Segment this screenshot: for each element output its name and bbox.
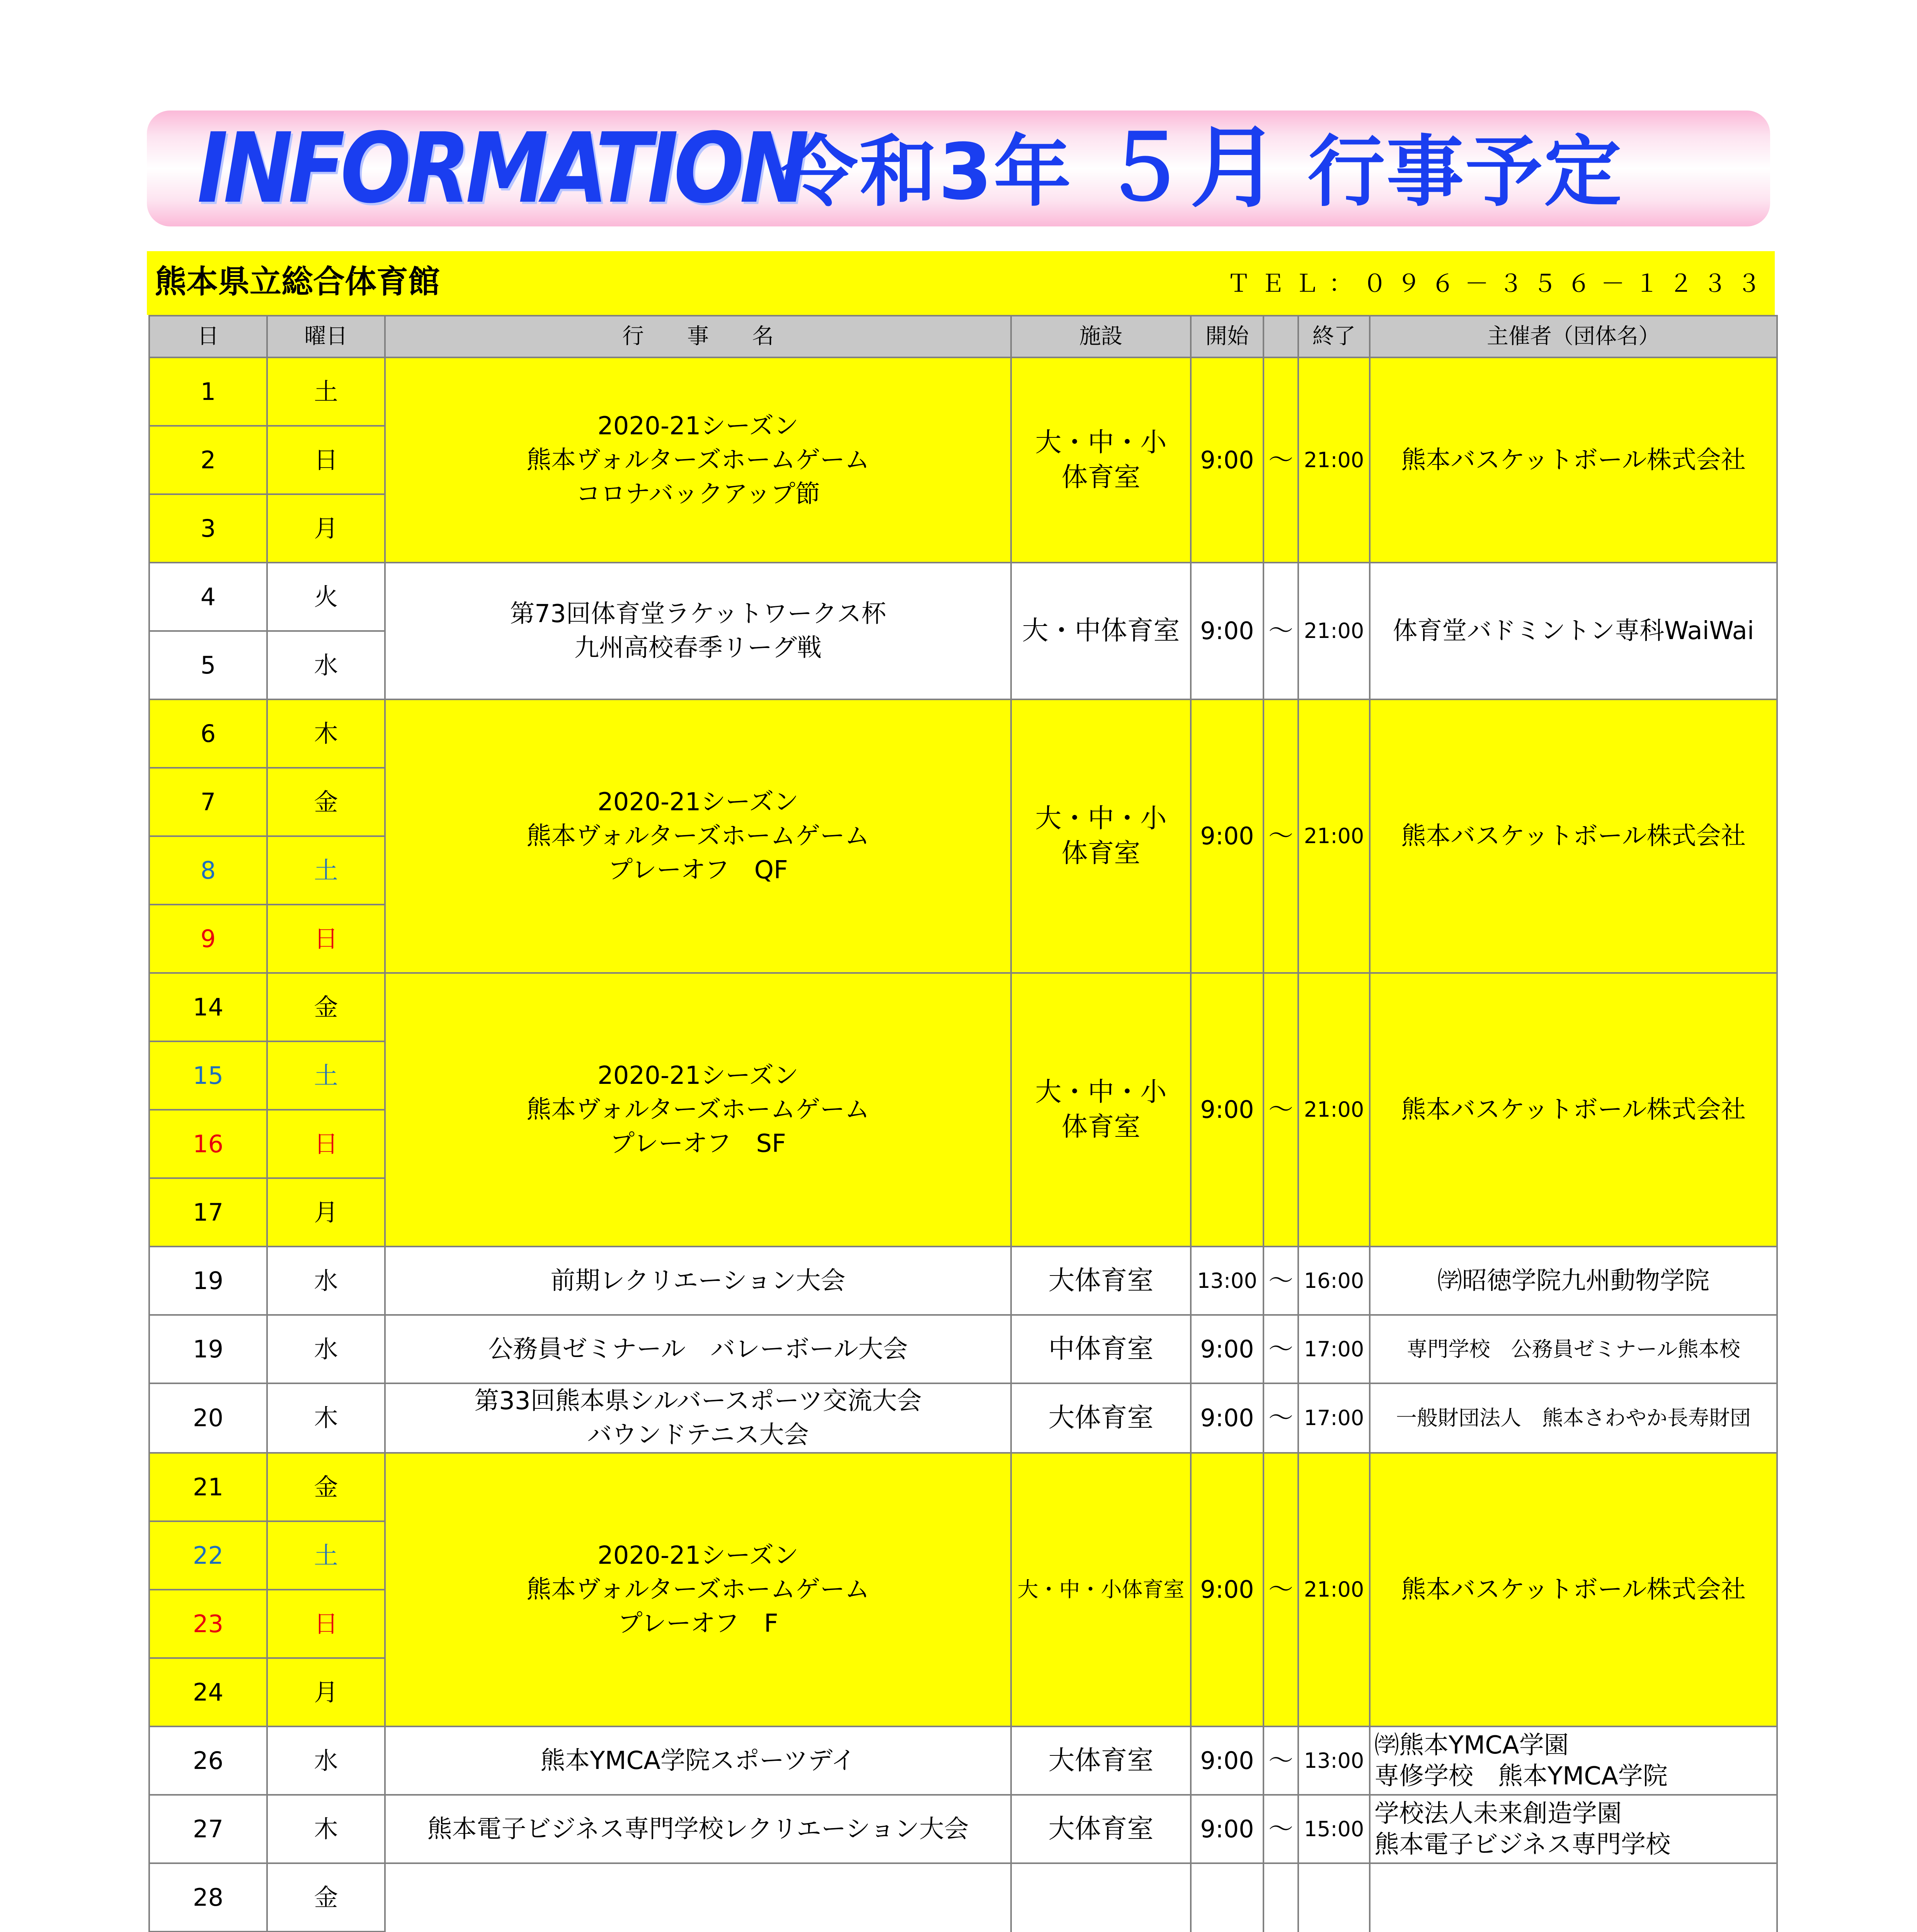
day-cell: 3 xyxy=(149,494,267,563)
weekday-cell: 日 xyxy=(267,1590,385,1658)
event-cell-line: バウンドテニス大会 xyxy=(587,1421,809,1449)
day-cell: 6 xyxy=(149,699,267,768)
organizer-cell-line: ㈻昭徳学院九州動物学院 xyxy=(1437,1266,1709,1295)
day-cell: 5 xyxy=(149,631,267,699)
day-cell: 19 xyxy=(149,1247,267,1315)
start-time-cell: 9:00 xyxy=(1191,1315,1263,1383)
schedule-body xyxy=(149,357,1777,1932)
facility-cell xyxy=(1011,563,1191,699)
event-cell xyxy=(385,1795,1011,1863)
facility-cell-line: 大体育室 xyxy=(1048,1745,1154,1776)
end-time-cell: 21:00 xyxy=(1298,699,1370,973)
organizer-cell-line: 熊本電子ビジネス専門学校 xyxy=(1374,1830,1671,1859)
organizer-cell xyxy=(1370,1726,1777,1795)
time-separator-cell: ～ xyxy=(1263,699,1298,973)
event-cell-line: 2020-21シーズン xyxy=(597,1541,799,1570)
event-cell xyxy=(385,1863,1011,1932)
weekday-cell: 水 xyxy=(267,631,385,699)
event-cell-line: プレーオフ QF xyxy=(608,856,788,884)
time-separator-cell: ～ xyxy=(1263,1383,1298,1453)
weekday-cell: 日 xyxy=(267,905,385,973)
facility-cell-line: 中体育室 xyxy=(1048,1333,1154,1364)
event-cell-line: 熊本ヴォルターズホームゲーム xyxy=(526,1575,870,1604)
weekday-cell: 月 xyxy=(267,1178,385,1247)
event-cell xyxy=(385,357,1011,563)
weekday-cell: 木 xyxy=(267,1383,385,1453)
time-separator-cell: ～ xyxy=(1263,1247,1298,1315)
day-cell: 8 xyxy=(149,836,267,905)
organizer-cell-line: 熊本バスケットボール株式会社 xyxy=(1401,446,1746,474)
facility-cell xyxy=(1011,973,1191,1247)
start-time-cell: 9:00 xyxy=(1191,1453,1263,1726)
end-time-cell: 17:00 xyxy=(1298,1383,1370,1453)
facility-cell xyxy=(1011,1315,1191,1383)
time-separator-cell: ～ xyxy=(1263,1795,1298,1863)
facility-cell xyxy=(1011,1453,1191,1726)
start-time-cell xyxy=(1191,1863,1263,1932)
facility-cell-line: 体育室 xyxy=(1061,1112,1141,1142)
start-time-cell: 9:00 xyxy=(1191,1383,1263,1453)
facility-name: 熊本県立総合体育館 xyxy=(155,264,440,300)
organizer-cell-line: 熊本バスケットボール株式会社 xyxy=(1401,1095,1746,1124)
day-cell: 16 xyxy=(149,1110,267,1178)
weekday-cell: 土 xyxy=(267,1041,385,1110)
table-row xyxy=(149,1453,1777,1521)
time-separator-cell: ～ xyxy=(1263,1726,1298,1795)
day-cell: 1 xyxy=(149,357,267,426)
weekday-cell: 水 xyxy=(267,1315,385,1383)
banner-information-text: INFORMATION xyxy=(197,112,805,224)
facility-cell xyxy=(1011,1863,1191,1932)
organizer-cell xyxy=(1370,1453,1777,1726)
table-header-row xyxy=(149,316,1777,357)
weekday-cell: 土 xyxy=(267,836,385,905)
start-time-cell: 9:00 xyxy=(1191,1726,1263,1795)
organizer-cell-line: 熊本バスケットボール株式会社 xyxy=(1401,1575,1746,1604)
facility-cell-line: 大体育室 xyxy=(1048,1265,1154,1296)
header-day: 日 xyxy=(149,316,267,357)
header-facility: 施設 xyxy=(1011,316,1191,357)
facility-cell xyxy=(1011,1726,1191,1795)
day-cell: 27 xyxy=(149,1795,267,1863)
start-time-cell: 9:00 xyxy=(1191,357,1263,563)
organizer-cell xyxy=(1370,357,1777,563)
facility-cell-line: 大・中・小 xyxy=(1035,427,1167,458)
table-row xyxy=(149,699,1777,768)
event-cell xyxy=(385,1383,1011,1453)
table-row xyxy=(149,1863,1777,1932)
day-cell: 24 xyxy=(149,1658,267,1726)
weekday-cell: 金 xyxy=(267,1863,385,1932)
organizer-cell xyxy=(1370,1247,1777,1315)
time-separator-cell xyxy=(1263,1863,1298,1932)
weekday-cell: 土 xyxy=(267,1521,385,1590)
facility-cell-line: 大・中・小体育室 xyxy=(1017,1577,1185,1602)
event-cell xyxy=(385,1315,1011,1383)
facility-phone: ＴＥＬ：０９６－３５６－１２３３ xyxy=(1226,269,1771,298)
facility-bar xyxy=(147,251,1775,315)
day-cell: 7 xyxy=(149,768,267,836)
banner-title xyxy=(781,117,1623,220)
event-cell-line: 第73回体育堂ラケットワークス杯 xyxy=(510,600,886,628)
end-time-cell: 17:00 xyxy=(1298,1315,1370,1383)
day-cell: 21 xyxy=(149,1453,267,1521)
facility-cell xyxy=(1011,1383,1191,1453)
weekday-cell: 水 xyxy=(267,1726,385,1795)
day-cell: 14 xyxy=(149,973,267,1041)
day-cell: 26 xyxy=(149,1726,267,1795)
event-cell-line: プレーオフ F xyxy=(618,1609,778,1638)
event-cell-line: コロナバックアップ節 xyxy=(576,480,820,509)
start-time-cell: 9:00 xyxy=(1191,1795,1263,1863)
weekday-cell: 土 xyxy=(267,357,385,426)
facility-cell xyxy=(1011,357,1191,563)
time-separator-cell: ～ xyxy=(1263,563,1298,699)
weekday-cell: 月 xyxy=(267,494,385,563)
schedule-table xyxy=(148,315,1778,1932)
weekday-cell: 火 xyxy=(267,563,385,631)
event-cell-line: 熊本ヴォルターズホームゲーム xyxy=(526,822,870,850)
event-cell-line: 第33回熊本県シルバースポーツ交流大会 xyxy=(474,1387,922,1415)
weekday-cell: 金 xyxy=(267,1453,385,1521)
title-banner xyxy=(147,111,1770,226)
organizer-cell xyxy=(1370,1863,1777,1932)
facility-cell-line: 体育室 xyxy=(1061,838,1141,869)
end-time-cell: 21:00 xyxy=(1298,357,1370,563)
start-time-cell: 9:00 xyxy=(1191,973,1263,1247)
event-cell-line: 熊本電子ビジネス専門学校レクリエーション大会 xyxy=(427,1815,969,1844)
table-row xyxy=(149,1383,1777,1453)
event-cell xyxy=(385,1726,1011,1795)
organizer-cell-line: ㈻熊本YMCA学園 xyxy=(1374,1731,1569,1760)
facility-cell-line: 大・中体育室 xyxy=(1022,616,1180,646)
time-separator-cell: ～ xyxy=(1263,973,1298,1247)
organizer-cell-line: 熊本バスケットボール株式会社 xyxy=(1401,822,1746,850)
facility-cell-line: 大・中・小 xyxy=(1035,803,1167,834)
time-separator-cell: ～ xyxy=(1263,357,1298,563)
facility-cell xyxy=(1011,1795,1191,1863)
event-cell-line: 2020-21シーズン xyxy=(597,412,799,440)
end-time-cell: 13:00 xyxy=(1298,1726,1370,1795)
end-time-cell: 16:00 xyxy=(1298,1247,1370,1315)
table-row xyxy=(149,973,1777,1041)
end-time-cell xyxy=(1298,1863,1370,1932)
end-time-cell: 15:00 xyxy=(1298,1795,1370,1863)
table-row xyxy=(149,563,1777,631)
end-time-cell: 21:00 xyxy=(1298,1453,1370,1726)
weekday-cell: 金 xyxy=(267,768,385,836)
facility-cell-line: 大体育室 xyxy=(1048,1813,1154,1844)
facility-cell-line: 体育室 xyxy=(1061,462,1141,493)
header-organizer: 主催者（団体名） xyxy=(1370,316,1777,357)
organizer-cell xyxy=(1370,1383,1777,1453)
day-cell: 9 xyxy=(149,905,267,973)
banner-era: 令和3年 xyxy=(781,127,1073,217)
event-cell-line: 熊本ヴォルターズホームゲーム xyxy=(526,1095,870,1124)
event-cell-line: 公務員ゼミナール バレーボール大会 xyxy=(488,1335,908,1364)
event-cell xyxy=(385,1247,1011,1315)
event-cell xyxy=(385,1453,1011,1726)
event-cell xyxy=(385,973,1011,1247)
start-time-cell: 9:00 xyxy=(1191,563,1263,699)
event-cell-line: 前期レクリエーション大会 xyxy=(550,1266,846,1295)
event-cell xyxy=(385,563,1011,699)
day-cell: 4 xyxy=(149,563,267,631)
facility-cell-line: 大・中・小 xyxy=(1035,1077,1167,1107)
table-row xyxy=(149,1315,1777,1383)
day-cell: 28 xyxy=(149,1863,267,1932)
weekday-cell: 水 xyxy=(267,1247,385,1315)
time-separator-cell: ～ xyxy=(1263,1315,1298,1383)
table-row xyxy=(149,1247,1777,1315)
day-cell: 17 xyxy=(149,1178,267,1247)
weekday-cell: 金 xyxy=(267,973,385,1041)
header-weekday: 曜日 xyxy=(267,316,385,357)
event-cell xyxy=(385,699,1011,973)
event-cell-line: 九州高校春季リーグ戦 xyxy=(574,634,822,662)
organizer-cell xyxy=(1370,973,1777,1247)
header-end: 終了 xyxy=(1298,316,1370,357)
event-cell-line: 熊本YMCA学院スポーツデイ xyxy=(540,1746,856,1775)
day-cell: 23 xyxy=(149,1590,267,1658)
weekday-cell: 日 xyxy=(267,426,385,494)
table-row xyxy=(149,357,1777,426)
day-cell: 19 xyxy=(149,1315,267,1383)
organizer-cell xyxy=(1370,1795,1777,1863)
day-cell: 20 xyxy=(149,1383,267,1453)
table-row xyxy=(149,1726,1777,1795)
organizer-cell-line: 体育堂バドミントン専科WaiWai xyxy=(1393,617,1754,645)
weekday-cell: 木 xyxy=(267,699,385,768)
event-cell-line: プレーオフ SF xyxy=(610,1129,786,1158)
header-event: 行 事 名 xyxy=(385,316,1011,357)
weekday-cell: 日 xyxy=(267,1110,385,1178)
end-time-cell: 21:00 xyxy=(1298,973,1370,1247)
day-cell: 2 xyxy=(149,426,267,494)
organizer-cell xyxy=(1370,563,1777,699)
header-separator xyxy=(1263,316,1298,357)
start-time-cell: 9:00 xyxy=(1191,699,1263,973)
weekday-cell: 木 xyxy=(267,1795,385,1863)
event-cell-line: 熊本ヴォルターズホームゲーム xyxy=(526,446,870,474)
time-separator-cell: ～ xyxy=(1263,1453,1298,1726)
organizer-cell-line: 専門学校 公務員ゼミナール熊本校 xyxy=(1406,1337,1740,1361)
start-time-cell: 13:00 xyxy=(1191,1247,1263,1315)
facility-cell xyxy=(1011,699,1191,973)
organizer-cell-line: 専修学校 熊本YMCA学院 xyxy=(1374,1762,1668,1791)
weekday-cell: 月 xyxy=(267,1658,385,1726)
event-cell-line: 2020-21シーズン xyxy=(597,788,799,816)
event-cell-line: 2020-21シーズン xyxy=(597,1061,799,1090)
banner-month: ５月 xyxy=(1100,117,1281,220)
facility-cell-line: 大体育室 xyxy=(1048,1403,1154,1433)
organizer-cell-line: 学校法人未来創造学園 xyxy=(1374,1799,1622,1828)
day-cell: 15 xyxy=(149,1041,267,1110)
end-time-cell: 21:00 xyxy=(1298,563,1370,699)
organizer-cell-line: 一般財団法人 熊本さわやか長寿財団 xyxy=(1396,1406,1751,1430)
organizer-cell xyxy=(1370,1315,1777,1383)
facility-cell xyxy=(1011,1247,1191,1315)
organizer-cell xyxy=(1370,699,1777,973)
header-start: 開始 xyxy=(1191,316,1263,357)
day-cell: 22 xyxy=(149,1521,267,1590)
table-row xyxy=(149,1795,1777,1863)
banner-suffix: 行事予定 xyxy=(1308,127,1623,217)
